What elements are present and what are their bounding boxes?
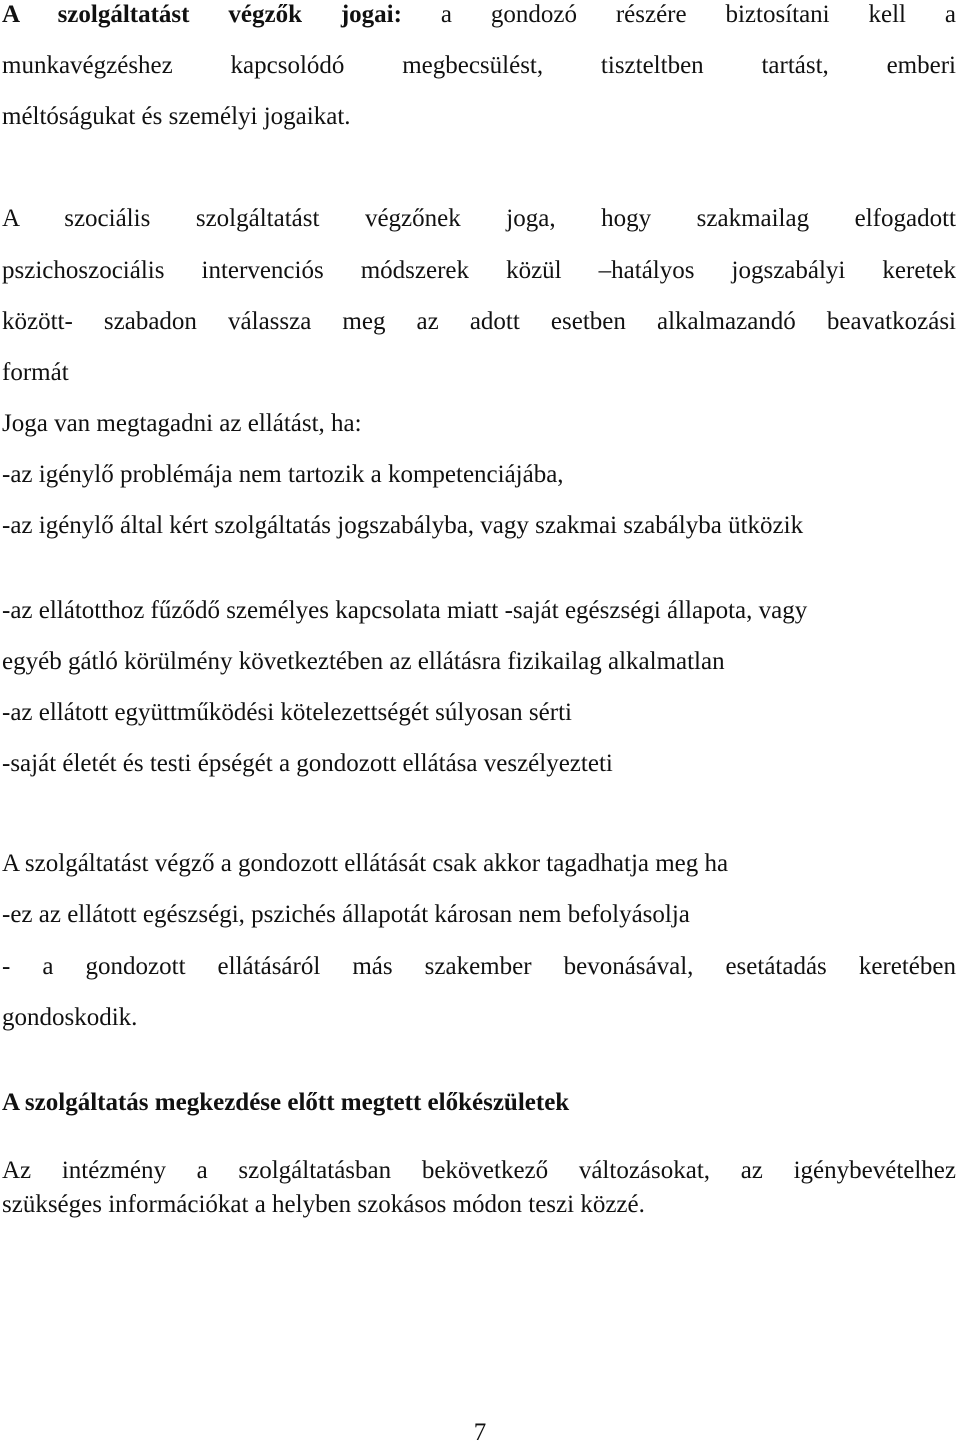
- method-paragraph-line-2: pszichoszociális intervenciós módszerek közül –hatályos jogszabályi keretek: [2, 257, 956, 284]
- refusal-intro: Joga van megtagadni az ellátást, ha:: [2, 410, 362, 437]
- conditions-paragraph-line-3: - a gondozott ellátásáról más szakember bevonásával, esetátadás keretében: [2, 953, 956, 980]
- rights-line-1-rest: a gondozó részére biztosítani kell a: [401, 1, 956, 28]
- section-paragraph-line-2: szükséges információkat a helyben szokásos módon teszi közzé.: [2, 1191, 645, 1218]
- refusal-item-4: -az ellátott együttműködési kötelezettségét súlyosan sérti: [2, 699, 572, 726]
- refusal-item-3-line-1: -az ellátotthoz fűződő személyes kapcsolata miatt -saját egészségi állapota, vagy: [2, 597, 808, 624]
- refusal-item-3-line-2: egyéb gátló körülmény következtében az ellátásra fizikailag alkalmatlan: [2, 648, 725, 675]
- rights-paragraph-line-3: méltóságukat és személyi jogaikat.: [2, 103, 351, 130]
- refusal-item-5: -saját életét és testi épségét a gondozott ellátása veszélyezteti: [2, 750, 613, 777]
- rights-lead: A szolgáltatást végzők jogai:: [2, 1, 402, 28]
- method-paragraph-line-3: között- szabadon válassza meg az adott esetben alkalmazandó beavatkozási: [2, 308, 956, 335]
- conditions-paragraph-line-1: A szolgáltatást végző a gondozott ellátását csak akkor tagadhatja meg ha: [2, 850, 729, 877]
- conditions-paragraph-line-4: gondoskodik.: [2, 1004, 138, 1031]
- section-paragraph-line-1: Az intézmény a szolgáltatásban bekövetkező változásokat, az igénybevételhez: [2, 1157, 956, 1184]
- method-paragraph-line-4: formát: [2, 359, 69, 386]
- page-number: 7: [473, 1419, 487, 1446]
- method-paragraph-line-1: A szociális szolgáltatást végzőnek joga, hogy szakmailag elfogadott: [2, 205, 956, 232]
- section-heading: A szolgáltatás megkezdése előtt megtett előkészületek: [2, 1089, 570, 1116]
- refusal-item-2: -az igénylő által kért szolgáltatás jogszabályba, vagy szakmai szabályba ütközik: [2, 512, 804, 539]
- rights-paragraph-line-2: munkavégzéshez kapcsolódó megbecsülést, tiszteltben tartást, emberi: [2, 52, 956, 79]
- conditions-paragraph-line-2: -ez az ellátott egészségi, pszichés állapotát károsan nem befolyásolja: [2, 901, 690, 928]
- refusal-item-1: -az igénylő problémája nem tartozik a kompetenciájába,: [2, 461, 564, 488]
- rights-paragraph-line-1: [2, 0, 956, 30]
